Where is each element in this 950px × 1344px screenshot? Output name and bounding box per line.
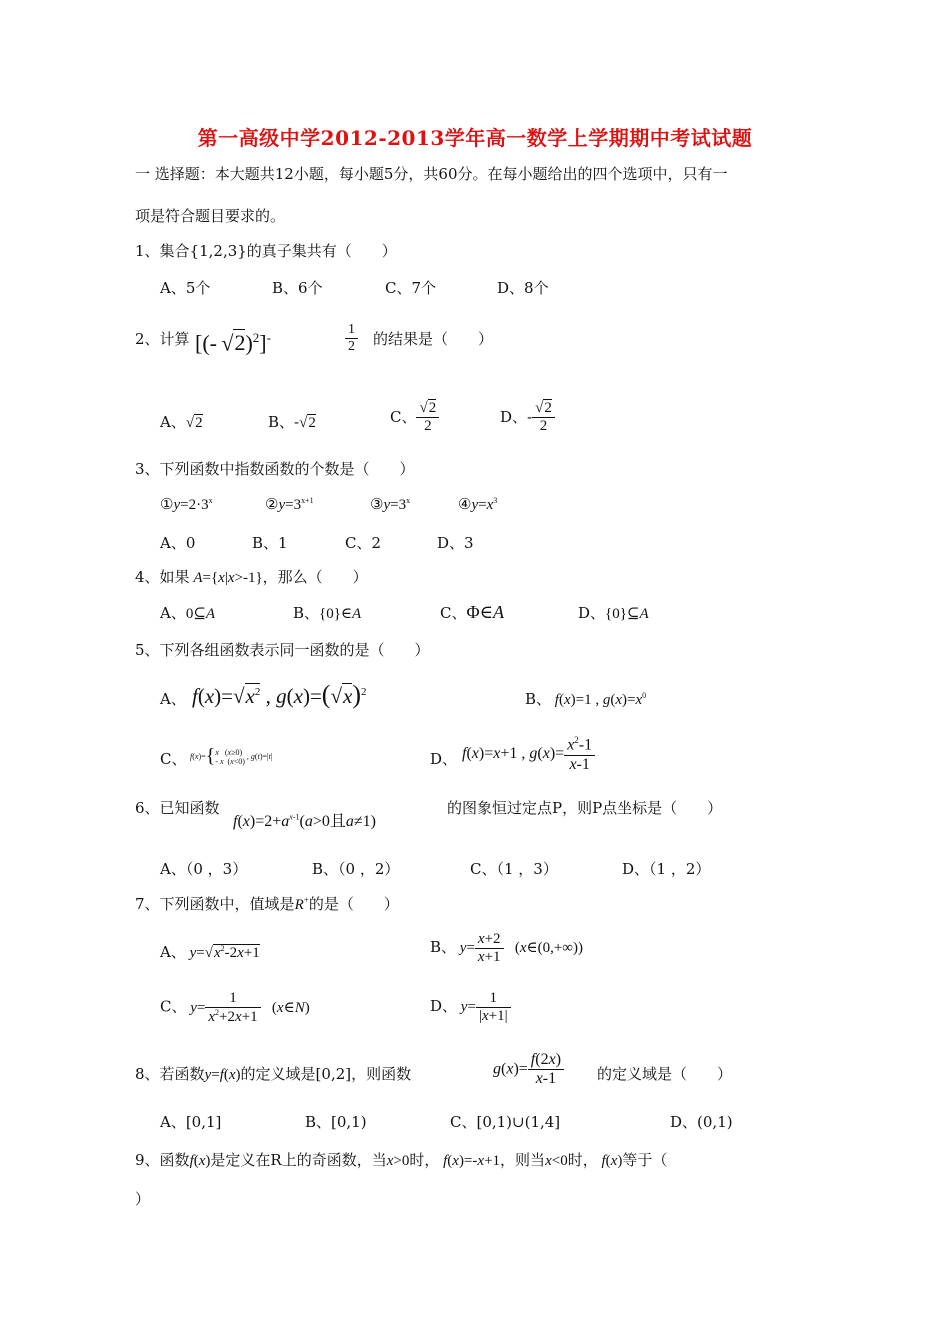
q8-function-expression: g(x)= $\frac{f(2x)}{x-1}$: [493, 1051, 564, 1089]
q2-option-d: D、- $\frac{√2}{2}$: [500, 400, 555, 436]
q6-option-c: C、（1 ，3）: [470, 860, 558, 878]
q5-option-a: A、: [160, 690, 186, 708]
q6-option-a: A、（0 ，3）: [160, 860, 248, 878]
q1-option-d: D、8个: [497, 279, 549, 297]
q5-option-c: C、: [160, 750, 187, 768]
page-title: 第一高级中学2012-2013学年高一数学上学期期中考试试题: [197, 126, 753, 150]
q6-stem-start: 6、已知函数: [135, 799, 220, 817]
q3-option-d: D、3: [437, 534, 474, 552]
q8-option-b: B、[0,1): [305, 1113, 367, 1131]
q8-option-c: C、[0,1)∪(1,4]: [450, 1113, 561, 1131]
q2-option-a: A、√2: [160, 413, 203, 431]
q5-option-d-expression: f(x)=x+1 , g(x)= $\frac{x^2-1}{x-1}$: [462, 735, 595, 774]
q3-item-3: $③y=3^x$: [370, 495, 411, 513]
q7-option-a: A、 $y=√x^2-2x+1$: [160, 943, 260, 961]
q1-option-b: B、6个: [272, 279, 323, 297]
q6-option-d: D、（1 ，2）: [622, 860, 711, 878]
q2-expression: [(- √2)$^2$]-: [195, 330, 271, 356]
q3-option-a: A、0: [160, 534, 196, 552]
section-intro-line2: 项是符合题目要求的。: [135, 207, 286, 225]
q5-option-a-expression: $f(x)=√x^2$ , $g(x)=(√x)^2$: [192, 680, 367, 709]
q3-option-b: B、1: [252, 534, 288, 552]
q7-stem: 7、下列函数中，值域是R+的是（ ）: [135, 895, 399, 913]
q8-option-d: D、(0,1): [670, 1113, 733, 1131]
q3-item-4: $④y=x^3$: [458, 495, 498, 513]
q1-option-c: C、7个: [385, 279, 437, 297]
q3-item-2: $②y=3^{x+1}$: [265, 495, 314, 513]
q3-item-1: $①y=2\cdot 3^x$: [160, 495, 213, 513]
q7-option-d: D、 y= $\frac{1}{|x+1|}$: [430, 990, 511, 1026]
q3-option-c: C、2: [345, 534, 382, 552]
q7-option-c: C、 y= $\frac{1}{x^2+2x+1}$ (x∈N): [160, 990, 310, 1026]
q6-option-b: B、（0 ，2）: [312, 860, 400, 878]
q3-stem: 3、下列函数中指数函数的个数是（ ）: [135, 460, 415, 478]
q6-function-expression: $f(x)=2+a^{x-1}(a>0$且a≠1): [233, 812, 376, 830]
q4-option-b: B、{0}∈A: [293, 604, 362, 622]
q4-option-d: D、{0}⊆A: [578, 604, 649, 622]
q8-stem-end: 的定义域是（ ）: [597, 1065, 733, 1083]
q6-stem-end: 的图象恒过定点P，则P点坐标是（ ）: [447, 799, 723, 817]
q7-option-b: B、 y= $\frac{x+2}{x+1}$ (x∈(0,+∞)): [430, 931, 583, 966]
q2-stem-start: 2、计算: [135, 330, 190, 348]
q4-option-c: C、Φ∈A: [440, 602, 504, 622]
q9-stem: 9、函数f(x)是定义在R上的奇函数，当x>0时， f(x)=-x+1，则当x<0时， f(x)等于（: [135, 1151, 668, 1169]
q1-stem: 1、集合{1,2,3}的真子集共有（ ）: [135, 242, 397, 260]
q8-option-a: A、[0,1]: [160, 1113, 222, 1131]
q5-option-d: D、: [430, 750, 458, 768]
q8-stem: 8、若函数y=f(x)的定义域是[0,2]，则函数: [135, 1065, 412, 1083]
section-intro-line1: 一 选择题：本大题共12小题，每小题5分，共60分。在每小题给出的四个选项中，只有一: [135, 165, 728, 183]
q2-option-c: C、 $\frac{√2}{2}$: [390, 400, 439, 436]
q5-option-b: B、 f(x)=1 , $g(x)=x^0$: [525, 690, 647, 708]
q5-option-c-expression: f(x)={x (x≥0) - x (x<0) , g(t)=|t|: [190, 745, 273, 767]
q2-stem-end: 的结果是（ ）: [373, 330, 494, 348]
q5-stem: 5、下列各组函数表示同一函数的是（ ）: [135, 641, 430, 659]
q2-exponent-fraction: $\frac{1}{2}$: [345, 322, 358, 355]
q9-stem-line2: ）: [135, 1190, 151, 1208]
q4-option-a: A、0⊆A: [160, 604, 216, 622]
q1-option-a: A、5个: [160, 279, 211, 297]
q4-stem: 4、如果 A={x|x>-1}，那么（ ）: [135, 568, 368, 586]
q2-option-b: B、-√2: [268, 413, 316, 431]
